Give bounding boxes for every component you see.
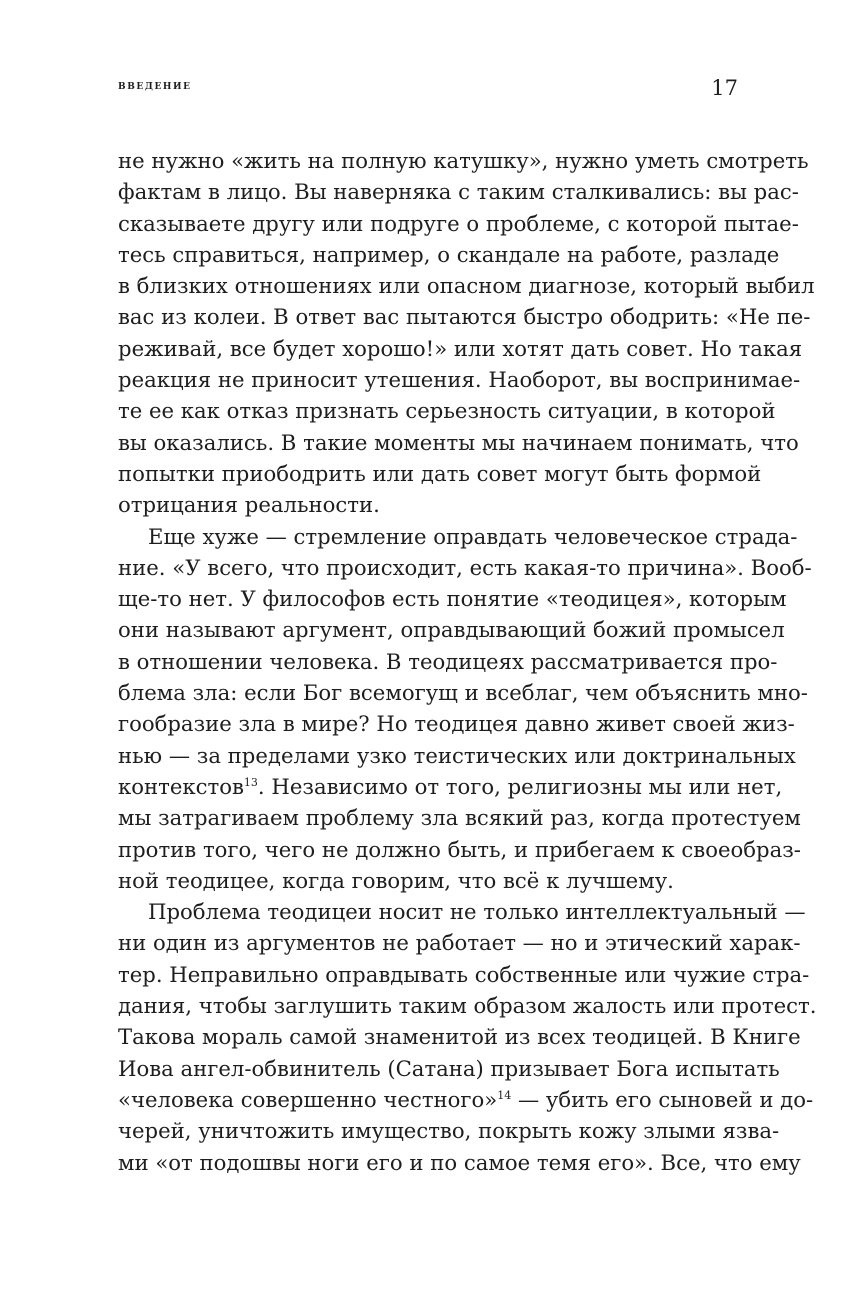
text-line: ни один из аргументов не работает — но и этический харак-: [118, 930, 801, 956]
text-line: Иова ангел-обвинитель (Сатана) призывает Бога испытать: [118, 1055, 780, 1081]
text-fragment: «человека совершенно честного»: [118, 1086, 498, 1112]
text-line: вас из колеи. В ответ вас пытаются быстро ободрить: «Не пе-: [118, 304, 811, 330]
text-line: в отношении человека. В теодицеях рассматривается про-: [118, 648, 778, 674]
text-line: ми «от подошвы ноги его и по самое темя его». Все, что ему: [118, 1149, 801, 1175]
running-header: введение: [118, 78, 192, 93]
text-line: мы затрагиваем проблему зла всякий раз, когда протестуем: [118, 805, 801, 831]
text-line: они называют аргумент, оправдывающий божий промысел: [118, 617, 785, 643]
text-line: в близких отношениях или опасном диагнозе, который выбил: [118, 273, 815, 299]
text-line: ние. «У всего, что происходит, есть какая-то причина». Вооб-: [118, 554, 812, 580]
text-line: блема зла: если Бог всемогущ и всеблаг, чем объяснить мно-: [118, 680, 808, 706]
text-line: реакция не приносит утешения. Наоборот, вы воспринимае-: [118, 367, 801, 393]
text-line: тесь справиться, например, о скандале на работе, разладе: [118, 241, 780, 267]
text-line: те ее как отказ признать серьезность ситуации, в которой: [118, 398, 776, 424]
text-line: тер. Неправильно оправдывать собственные или чужие стра-: [118, 961, 810, 987]
page-number: 17: [711, 76, 738, 100]
text-line: Проблема теодицеи носит не только интеллектуальный —: [148, 899, 806, 925]
text-line: нью — за пределами узко теистических или доктринальных: [118, 742, 796, 768]
text-line: против того, чего не должно быть, и прибегаем к своеобраз-: [118, 836, 801, 862]
text-line: [118, 771, 783, 802]
body-text: [118, 145, 817, 1178]
text-line: сказываете другу или подруге о проблеме, с которой пытае-: [118, 210, 799, 236]
text-line: дания, чтобы заглушить таким образом жалость или протест.: [118, 993, 817, 1019]
text-line: фактам в лицо. Вы наверняка с таким сталкивались: вы рас-: [118, 179, 799, 205]
text-fragment: — убить его сыновей и до-: [511, 1086, 814, 1112]
text-line: гообразие зла в мире? Но теодицея давно живет своей жиз-: [118, 711, 795, 737]
text-fragment: . Независимо от того, религиозны мы или нет,: [257, 773, 783, 799]
text-line: ще-то нет. У философов есть понятие «теодицея», которым: [118, 586, 787, 612]
text-line: [118, 1084, 814, 1115]
text-line: ной теодицее, когда говорим, что всё к лучшему.: [118, 867, 674, 893]
text-line: Такова мораль самой знаменитой из всех теодицей. В Книге: [118, 1024, 801, 1050]
text-line: реживай, все будет хорошо!» или хотят дать совет. Но такая: [118, 335, 803, 361]
text-line: черей, уничтожить имущество, покрыть кожу злыми язва-: [118, 1118, 780, 1144]
footnote-ref-13[interactable]: 13: [243, 775, 258, 789]
text-line: отрицания реальности.: [118, 492, 380, 518]
text-line: вы оказались. В такие моменты мы начинаем понимать, что: [118, 429, 799, 455]
footnote-ref-14[interactable]: 14: [497, 1088, 512, 1102]
text-line: Еще хуже — стремление оправдать человеческое страда-: [148, 523, 798, 549]
text-line: не нужно «жить на полную катушку», нужно уметь смотреть: [118, 148, 809, 173]
text-line: попытки приободрить или дать совет могут быть формой: [118, 460, 762, 486]
text-fragment: контекстов: [118, 773, 244, 799]
